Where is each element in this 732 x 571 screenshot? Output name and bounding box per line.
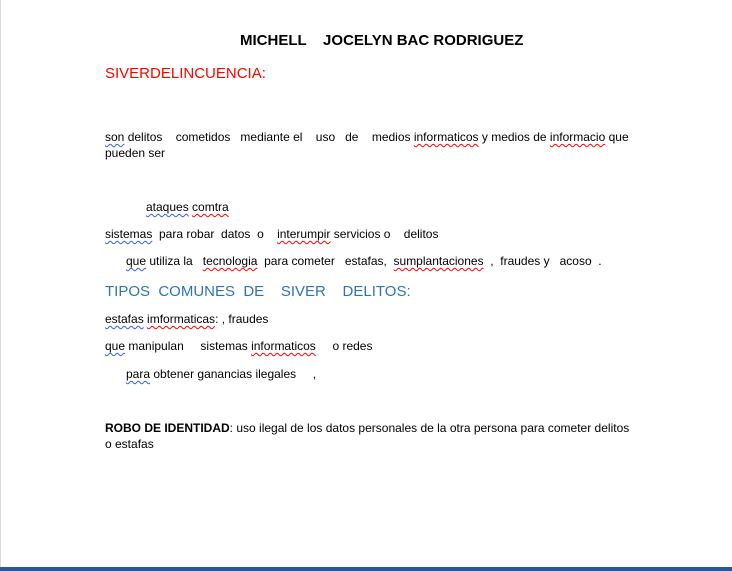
spell-word: tecnologia [202,254,258,268]
paragraph-ganancias [126,366,316,382]
spell-word: ataques [146,200,189,214]
paragraph-robo-identidad-line1 [105,420,629,436]
paragraph-ataques [146,199,229,215]
spell-word: interumpir [277,227,331,241]
paragraph-estafas [105,311,268,327]
text-run: obtener ganancias ilegales , [150,367,317,381]
text-run: para robar datos o [152,227,278,241]
spell-word: para [126,367,151,381]
spell-word: informacio [549,130,606,144]
text-run: para cometer estafas, [257,254,394,268]
text-run: o redes [315,339,373,353]
bold-term: ROBO DE IDENTIDAD [105,421,230,435]
document-title: MICHELL JOCELYN BAC RODRIGUEZ [240,32,524,49]
text-run: utiliza la [146,254,203,268]
text-run: : uso ilegal de los datos personales de la otra persona para cometer delitos [229,421,630,435]
spell-word: sistemas [105,227,153,241]
heading-siverdelincuencia: SIVERDELINCUENCIA: [105,65,266,82]
page-left-edge [0,0,1,571]
heading-tipos-comunes: TIPOS COMUNES DE SIVER DELITOS: [105,283,411,300]
spell-word: que [126,254,147,268]
text-run: manipulan sistemas [125,339,252,353]
status-bar-strip [0,567,732,571]
spell-word: que [105,339,126,353]
text-run: : , fraudes [215,312,269,326]
spell-word: informaticos [251,339,316,353]
paragraph-tecnologia [126,253,602,269]
paragraph-manipulan [105,338,372,354]
text-run: , fraudes y acoso . [483,254,602,268]
paragraph-robo-identidad-line2: o estafas [105,437,154,451]
spell-word: informaticos [413,130,479,144]
paragraph-sistemas [105,226,438,242]
text-run: delitos cometidos mediante el uso de medios [124,130,414,144]
text-run: y medios de [478,130,550,144]
spell-word: comtra [192,200,229,214]
spell-word: son [105,130,125,144]
paragraph-definition-line1 [105,129,629,145]
spell-word: sumplantaciones [393,254,484,268]
text-run: servicios o delitos [330,227,439,241]
spell-word: estafas [105,312,144,326]
text-run: que [605,130,629,144]
paragraph-definition-line2: pueden ser [105,146,166,160]
spell-word: imformaticas [147,312,216,326]
